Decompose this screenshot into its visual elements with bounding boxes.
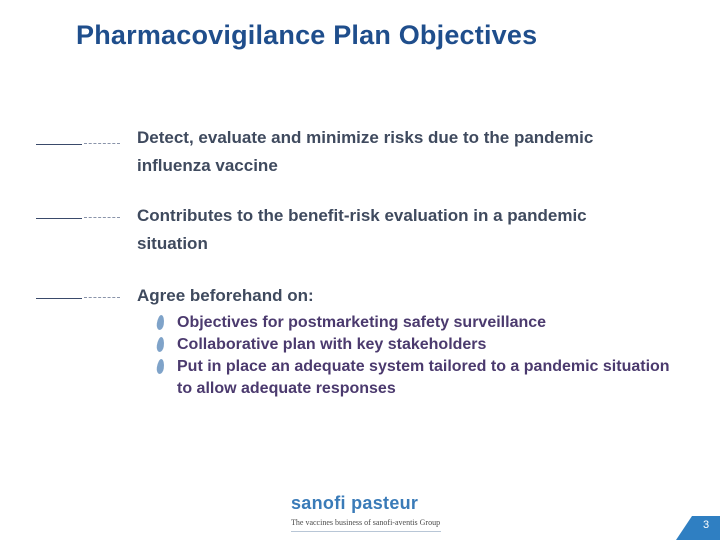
bullet-text: Detect, evaluate and minimize risks due to the pandemic influenza vaccine: [137, 128, 594, 175]
sub-bullet-list: [157, 312, 677, 400]
sub-bullet-text: Collaborative plan with key stakeholders: [177, 336, 487, 353]
logo-name: sanofi pasteur: [291, 493, 419, 513]
page-title: Pharmacovigilance Plan Objectives: [76, 20, 538, 50]
leaf-bullet-icon: [156, 315, 165, 331]
sub-bullet-text: Put in place an adequate system tailored to a pandemic situation to allow adequate responses: [177, 358, 670, 397]
sub-bullet-item: [157, 334, 677, 356]
bullet-text: Contributes to the benefit-risk evaluation in a pandemic situation: [137, 206, 587, 253]
logo-tagline: The vaccines business of sanofi-aventis Group: [291, 518, 441, 527]
sub-bullet-item: [157, 356, 677, 400]
sub-bullet-text: Objectives for postmarketing safety surveillance: [177, 314, 547, 331]
sanofi-pasteur-logo: [285, 493, 465, 533]
leaf-bullet-icon: [156, 337, 165, 353]
line-bullet-icon: [36, 216, 122, 222]
sub-bullet-item: [157, 312, 677, 334]
page-number-badge: [692, 516, 720, 540]
line-bullet-icon: [36, 296, 122, 302]
bullet-text: Agree beforehand on:: [137, 286, 314, 305]
leaf-bullet-icon: [156, 359, 165, 375]
line-bullet-icon: [36, 142, 122, 148]
page-corner-shape: [676, 516, 692, 540]
logo-underline: [291, 531, 441, 532]
page-number: 3: [702, 519, 710, 531]
